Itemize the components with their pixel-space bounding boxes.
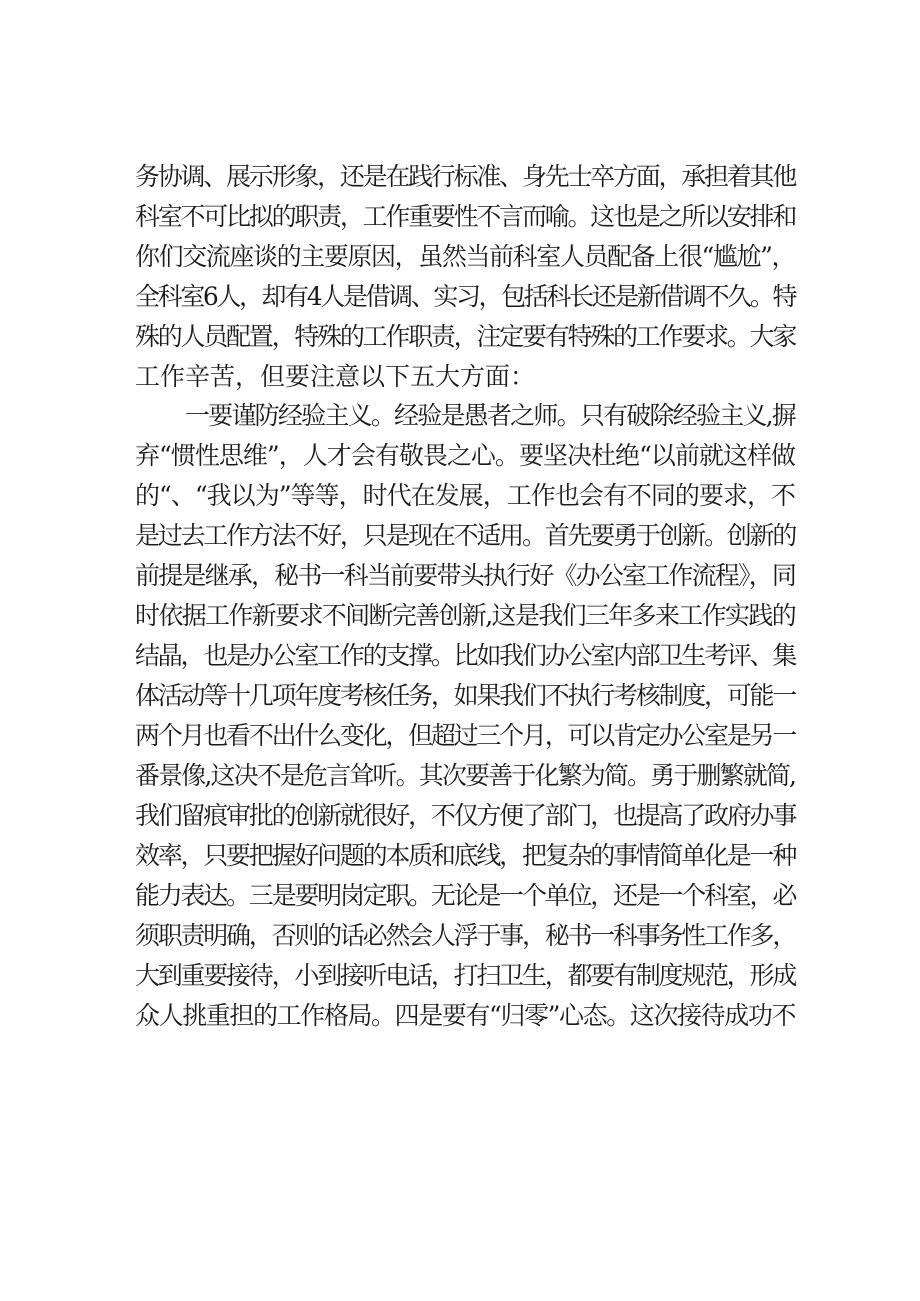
text-line: 务协调、展示形象，还是在践行标准、身先士卒方面，承担着其他	[135, 162, 795, 191]
text-line: 殊的人员配置，特殊的工作职责，注定要有特殊的工作要求。大家	[135, 322, 795, 351]
text-line: 须职责明确，否则的话必然会人浮于事，秘书一科事务性工作多，	[135, 921, 795, 950]
text-line: 时依据工作新要求不间断完善创新,这是我们三年多来工作实践的	[135, 601, 795, 630]
text-line: 大到重要接待，小到接听电话，打扫卫生，都要有制度规范，形成	[135, 961, 795, 990]
paragraph-intro	[135, 157, 795, 397]
text-line: 番景像,这决不是危言耸听。其次要善于化繁为简。勇于删繁就简,	[135, 761, 795, 790]
text-line: 众人挑重担的工作格局。四是要有“归零”心态。这次接待成功不	[135, 1001, 795, 1030]
text-line: 工作辛苦，但要注意以下五大方面：	[135, 362, 536, 391]
text-line: 全科室6人，却有4人是借调、实习，包括科长还是新借调不久。特	[135, 282, 795, 311]
text-line: 效率，只要把握好问题的本质和底线，把复杂的事情简单化是一种	[135, 841, 795, 870]
text-line: 能力表达。三是要明岗定职。无论是一个单位，还是一个科室，必	[135, 881, 795, 910]
text-line: 是过去工作方法不好，只是现在不适用。首先要勇于创新。创新的	[135, 521, 795, 550]
text-line: 的“、“我以为”等等，时代在发展，工作也会有不同的要求，不	[135, 481, 795, 510]
text-line: 你们交流座谈的主要原因，虽然当前科室人员配备上很“尴尬”，	[135, 242, 795, 271]
text-line: 体活动等十几项年度考核任务，如果我们不执行考核制度，可能一	[135, 681, 795, 710]
text-line: 两个月也看不出什么变化，但超过三个月，可以肯定办公室是另一	[135, 721, 795, 750]
paragraph-point-one	[135, 396, 795, 1036]
text-line: 前提是继承，秘书一科当前要带头执行好《办公室工作流程》，同	[135, 561, 795, 590]
text-line: 科室不可比拟的职责，工作重要性不言而喻。这也是之所以安排和	[135, 202, 795, 231]
text-line: 一要谨防经验主义。经验是愚者之师。只有破除经验主义,摒	[185, 401, 795, 430]
text-line: 结晶，也是办公室工作的支撑。比如我们办公室内部卫生考评、集	[135, 641, 795, 670]
text-line: 我们留痕审批的创新就很好，不仅方便了部门，也提高了政府办事	[135, 801, 795, 830]
text-line: 弃“惯性思维”，人才会有敬畏之心。要坚决杜绝“以前就这样做	[135, 441, 795, 470]
